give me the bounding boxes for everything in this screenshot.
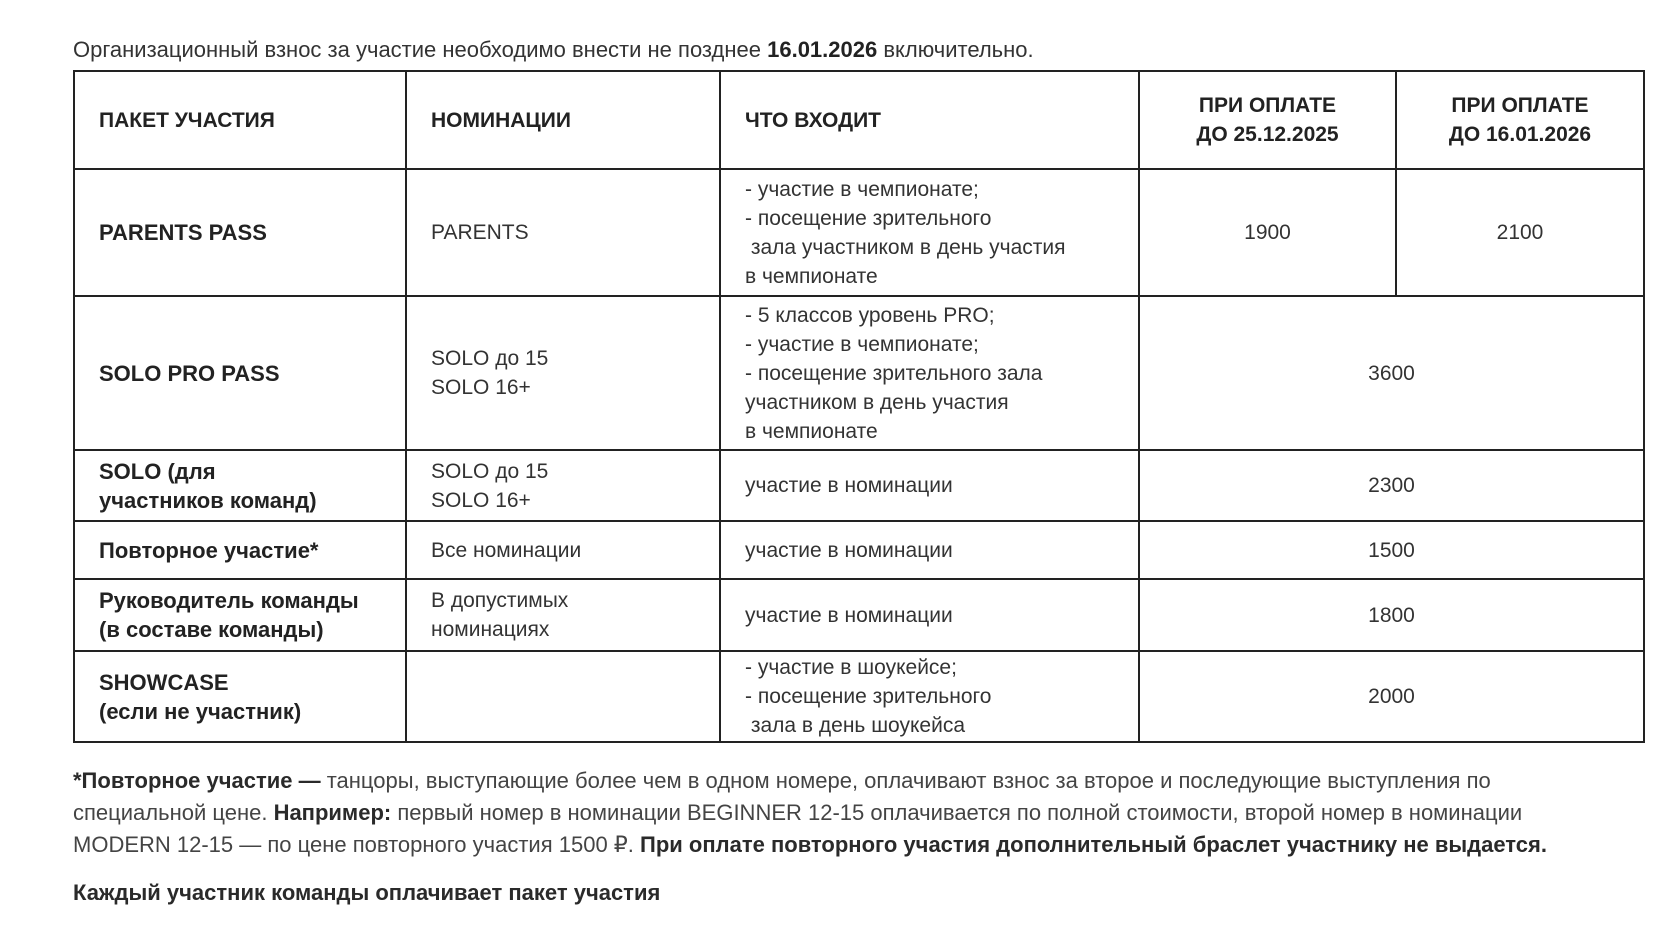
footnote-example-text: первый номер в номинации BEGINNER 12-15 оплачивается по полной стоимости, второй номер в номинации MODERN 12-15 — по цене повторного участия 1500 ₽.: [73, 800, 1523, 857]
nomination-item: Все номинации: [431, 538, 582, 562]
intro-deadline: 16.01.2026: [767, 37, 878, 62]
includes-line: участие в номинации: [745, 538, 953, 562]
table-row: [74, 169, 1644, 296]
closing-note: Каждый участник команды оплачивает пакет участия: [73, 880, 661, 905]
nominations-cell: [406, 579, 720, 651]
intro-paragraph: [73, 36, 1607, 70]
nominations-cell: [406, 521, 720, 579]
footnote-example-label: Например:: [273, 800, 392, 825]
header-price-late-line2: ДО 16.01.2026: [1448, 123, 1592, 146]
includes-line: - посещение зрительного зала: [745, 361, 1043, 385]
package-name: SOLO PRO PASS: [74, 296, 406, 450]
price-merged: 3600: [1139, 296, 1644, 450]
package-name-line1: SOLO (для: [99, 458, 216, 484]
includes-cell: [720, 521, 1139, 579]
footnote-bracelet-note: При оплате повторного участия дополнительный браслет участнику не выдается.: [640, 832, 1547, 857]
package-name: [74, 450, 406, 521]
price-merged: 2000: [1139, 651, 1644, 742]
table-row: [74, 296, 1644, 450]
header-price-early-line1: ПРИ ОПЛАТЕ: [1198, 94, 1337, 117]
header-price-early: [1139, 71, 1396, 169]
table-header-row: [74, 71, 1644, 169]
price-merged: 1800: [1139, 579, 1644, 651]
table-row: [74, 450, 1644, 521]
table-row: [74, 521, 1644, 579]
includes-cell: [720, 579, 1139, 651]
includes-line: - участие в чемпионате;: [745, 177, 979, 201]
package-name: [74, 651, 406, 742]
nomination-item: В допустимых: [431, 589, 569, 612]
header-price-early-line2: ДО 25.12.2025: [1196, 123, 1339, 146]
package-name-line2: (в составе команды): [99, 617, 324, 642]
includes-line: в чемпионате: [745, 419, 878, 443]
nominations-cell: [406, 450, 720, 521]
price-late: 2100: [1396, 169, 1644, 296]
package-name: PARENTS PASS: [74, 169, 406, 296]
includes-cell: [720, 450, 1139, 521]
pricing-table: [73, 70, 1645, 743]
includes-line: - посещение зрительного: [745, 685, 992, 708]
package-name-line2: (если не участник): [99, 698, 302, 724]
includes-line: участником в день участия: [745, 390, 1009, 414]
price-merged: 2300: [1139, 450, 1644, 521]
nomination-item: номинациях: [431, 618, 550, 641]
price-early: 1900: [1139, 169, 1396, 296]
nominations-cell: [406, 296, 720, 450]
package-name: Повторное участие*: [74, 521, 406, 579]
includes-cell: [720, 169, 1139, 296]
footnote-paragraph: [73, 765, 1607, 861]
includes-line: - участие в чемпионате;: [745, 332, 979, 356]
includes-line: участие в номинации: [745, 603, 953, 627]
nomination-item: SOLO 16+: [431, 376, 531, 399]
intro-text: Организационный взнос за участие необходимо внести не позднее: [73, 37, 768, 62]
nominations-cell: [406, 169, 720, 296]
document-page: [73, 36, 1607, 909]
includes-line: зала в день шоукейса: [745, 714, 966, 737]
includes-line: - 5 классов уровень PRO;: [745, 303, 995, 327]
footnote-term: *Повторное участие —: [73, 768, 321, 793]
price-merged: 1500: [1139, 521, 1644, 579]
intro-text-end: включительно.: [877, 37, 1034, 62]
nomination-item: PARENTS: [431, 221, 529, 244]
includes-line: зала участником в день участия: [745, 235, 1066, 259]
header-nominations: НОМИНАЦИИ: [406, 71, 720, 169]
header-price-late: [1396, 71, 1644, 169]
nomination-item: SOLO 16+: [431, 488, 531, 512]
header-price-late-line1: ПРИ ОПЛАТЕ: [1451, 94, 1589, 117]
package-name: [74, 579, 406, 651]
nominations-cell-empty: [406, 651, 720, 742]
package-name-line2: участников команд): [99, 487, 317, 513]
table-row: [74, 579, 1644, 651]
nomination-item: SOLO до 15: [431, 459, 549, 483]
nomination-item: SOLO до 15: [431, 347, 549, 370]
package-name-line1: Руководитель команды: [99, 588, 359, 613]
includes-line: в чемпионате: [745, 264, 878, 288]
footnote-text: танцоры, выступающие более чем в одном номере, оплачивают взнос за второе и последующие выступления по специальной цене.: [73, 768, 1491, 825]
header-package: ПАКЕТ УЧАСТИЯ: [74, 71, 406, 169]
header-includes: ЧТО ВХОДИТ: [720, 71, 1139, 169]
includes-line: - участие в шоукейсе;: [745, 656, 957, 679]
includes-line: участие в номинации: [745, 474, 953, 497]
table-row: [74, 651, 1644, 742]
includes-line: - посещение зрительного: [745, 206, 992, 230]
includes-cell: [720, 296, 1139, 450]
includes-cell: [720, 651, 1139, 742]
package-name-line1: SHOWCASE: [99, 669, 229, 695]
